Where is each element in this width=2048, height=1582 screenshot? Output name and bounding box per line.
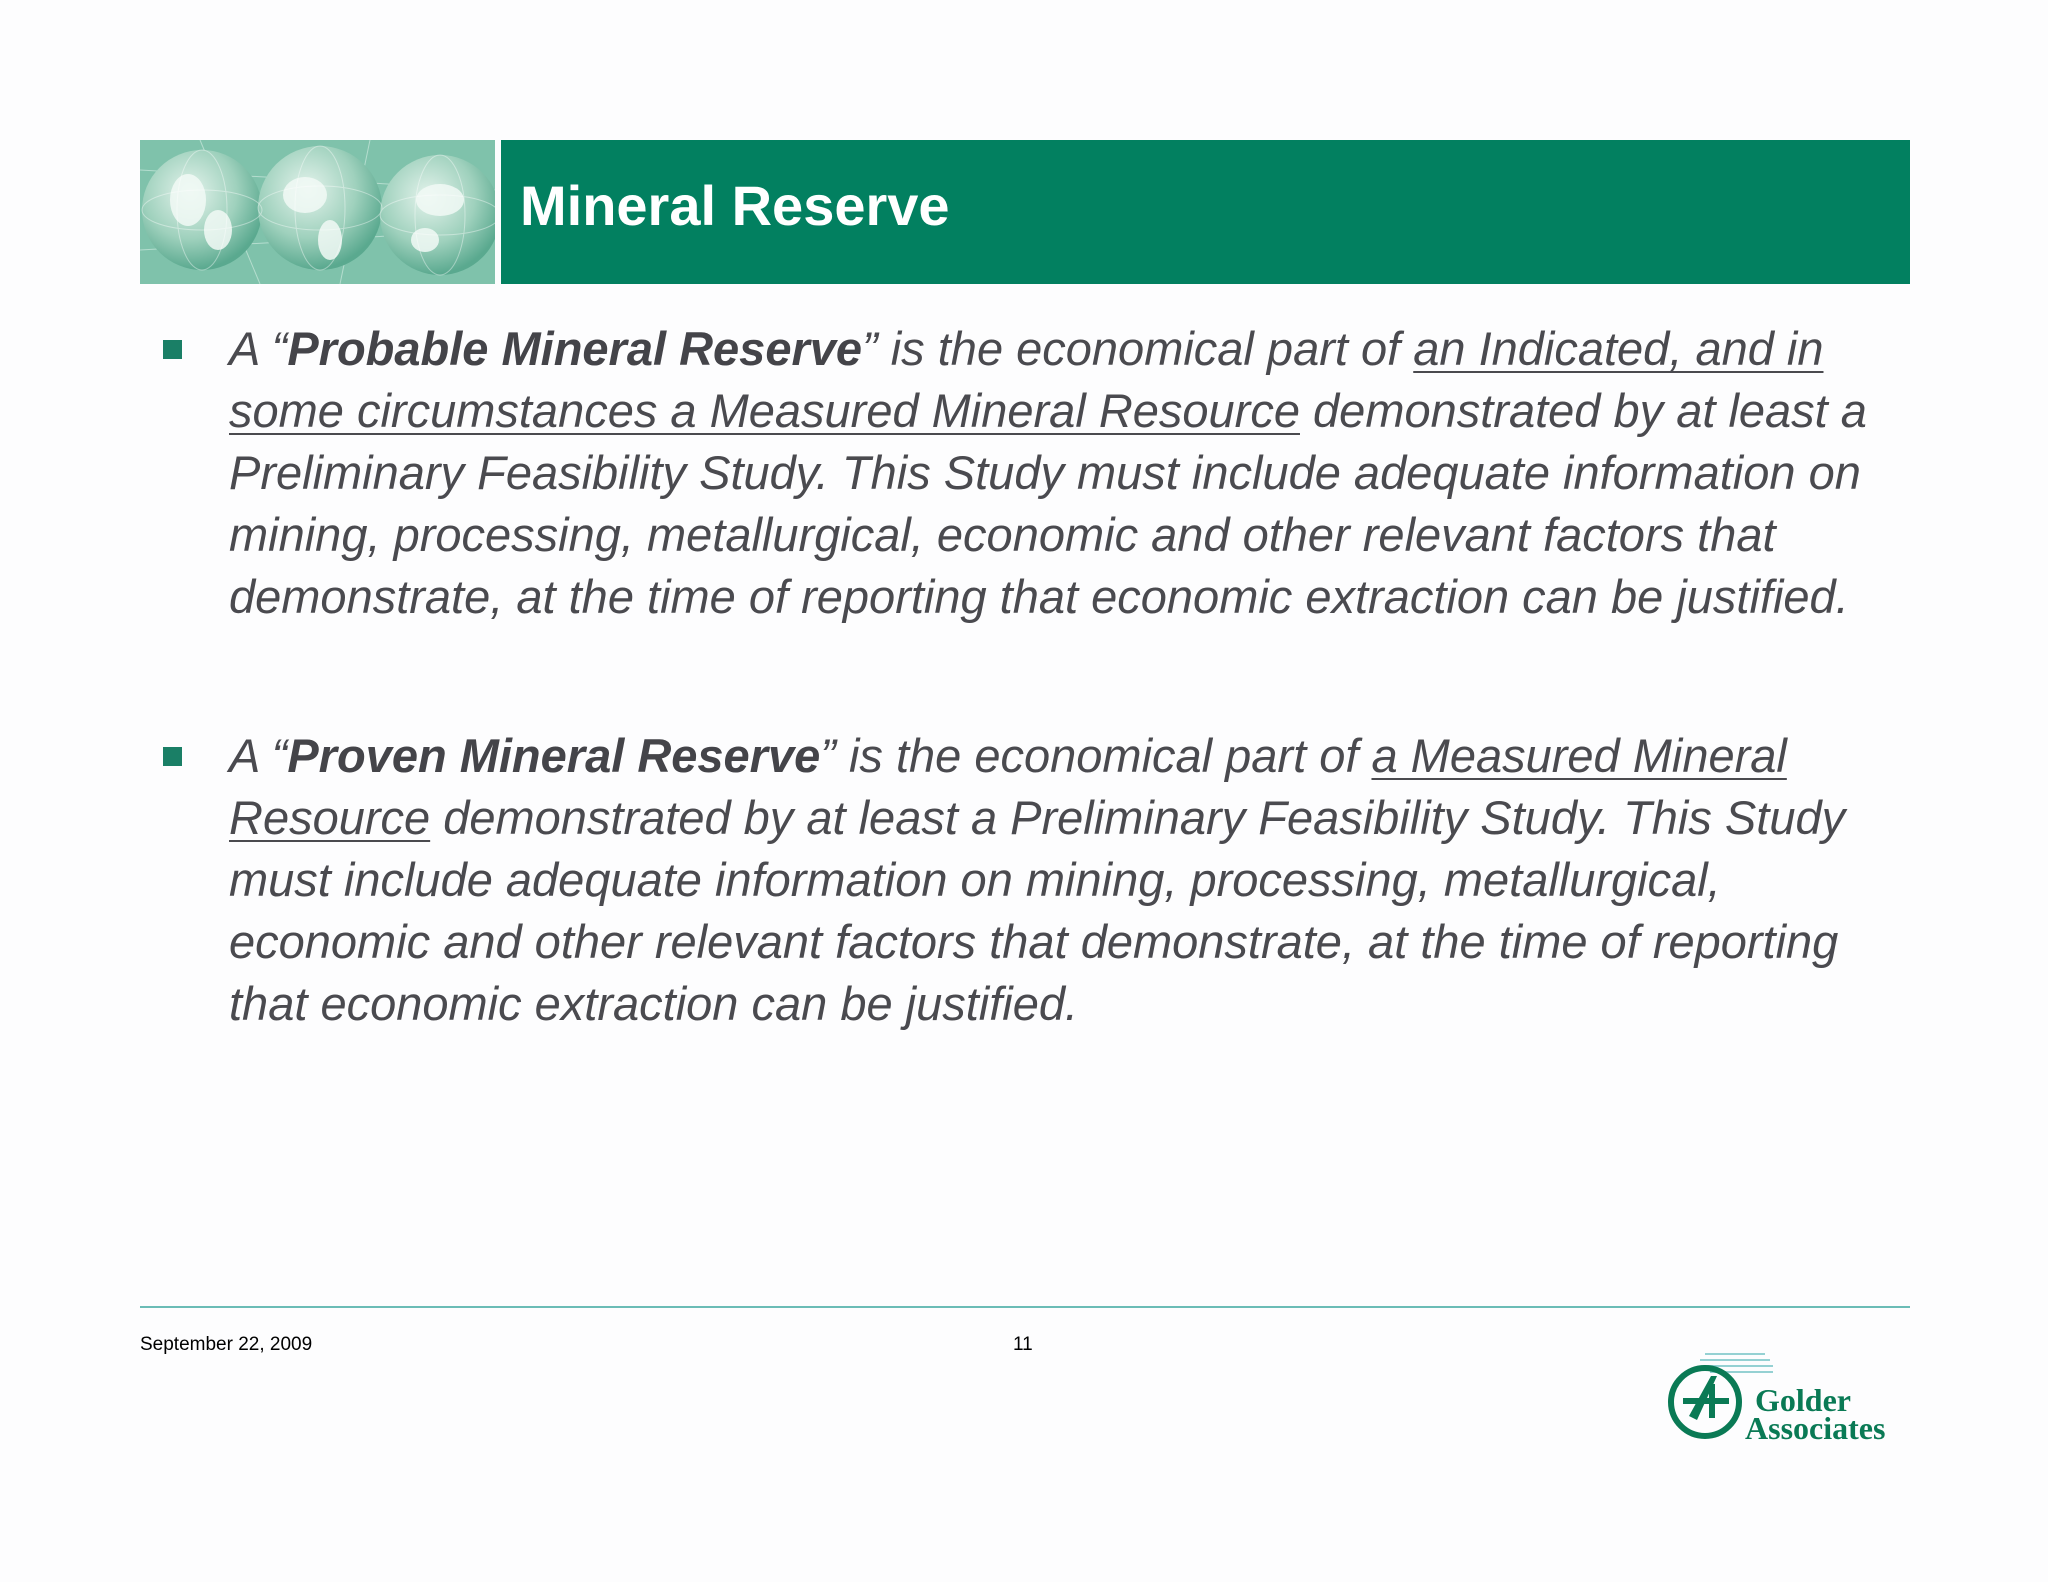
bullet-text-probable	[229, 318, 1900, 628]
list-item	[160, 318, 1900, 628]
footer-divider	[140, 1306, 1910, 1308]
square-bullet-icon	[163, 747, 182, 766]
slide-header	[140, 140, 1910, 284]
square-bullet-icon	[163, 340, 182, 359]
quote-open: A “	[229, 322, 288, 375]
underlined-resource: an Indicated, and in some circumstances a Measured Mineral Resource	[229, 322, 1824, 437]
logo-line-golder: Golder	[1755, 1382, 1851, 1418]
quote-open: A “	[229, 729, 288, 782]
list-item	[160, 725, 1900, 1035]
bullet-mid-text: ” is the economical part of	[820, 729, 1372, 782]
footer-date: September 22, 2009	[140, 1334, 313, 1355]
page-title: Mineral Reserve	[520, 173, 950, 237]
logo-line-associates: Associates	[1745, 1410, 1886, 1446]
term-proven: Proven Mineral Reserve	[287, 729, 821, 782]
globe-icon	[140, 140, 495, 284]
bullet-list	[160, 318, 1900, 1132]
bullet-rest-text: demonstrated by at least a Preliminary Feasibility Study. This Study must include adequate information on mining, processing, metallurgical, economic and other relevant factors that demonstrate, at the time of reporting that economic extraction can be justified.	[229, 384, 1867, 623]
page-number: 11	[1013, 1334, 1033, 1355]
golder-logo	[1665, 1346, 1915, 1446]
term-probable: Probable Mineral Reserve	[287, 322, 863, 375]
title-bar	[501, 140, 1910, 284]
bullet-text-proven	[229, 725, 1900, 1035]
bullet-rest-text: demonstrated by at least a Preliminary Feasibility Study. This Study must include adequate information on mining, processing, metallurgical, economic and other relevant factors that demonstrate, at the time of reporting that economic extraction can be justified.	[229, 791, 1846, 1030]
world-globes-image	[140, 140, 495, 284]
underlined-resource: a Measured Mineral Resource	[229, 729, 1787, 844]
logo-wordmark	[1745, 1382, 1886, 1446]
bullet-mid-text: ” is the economical part of	[862, 322, 1414, 375]
